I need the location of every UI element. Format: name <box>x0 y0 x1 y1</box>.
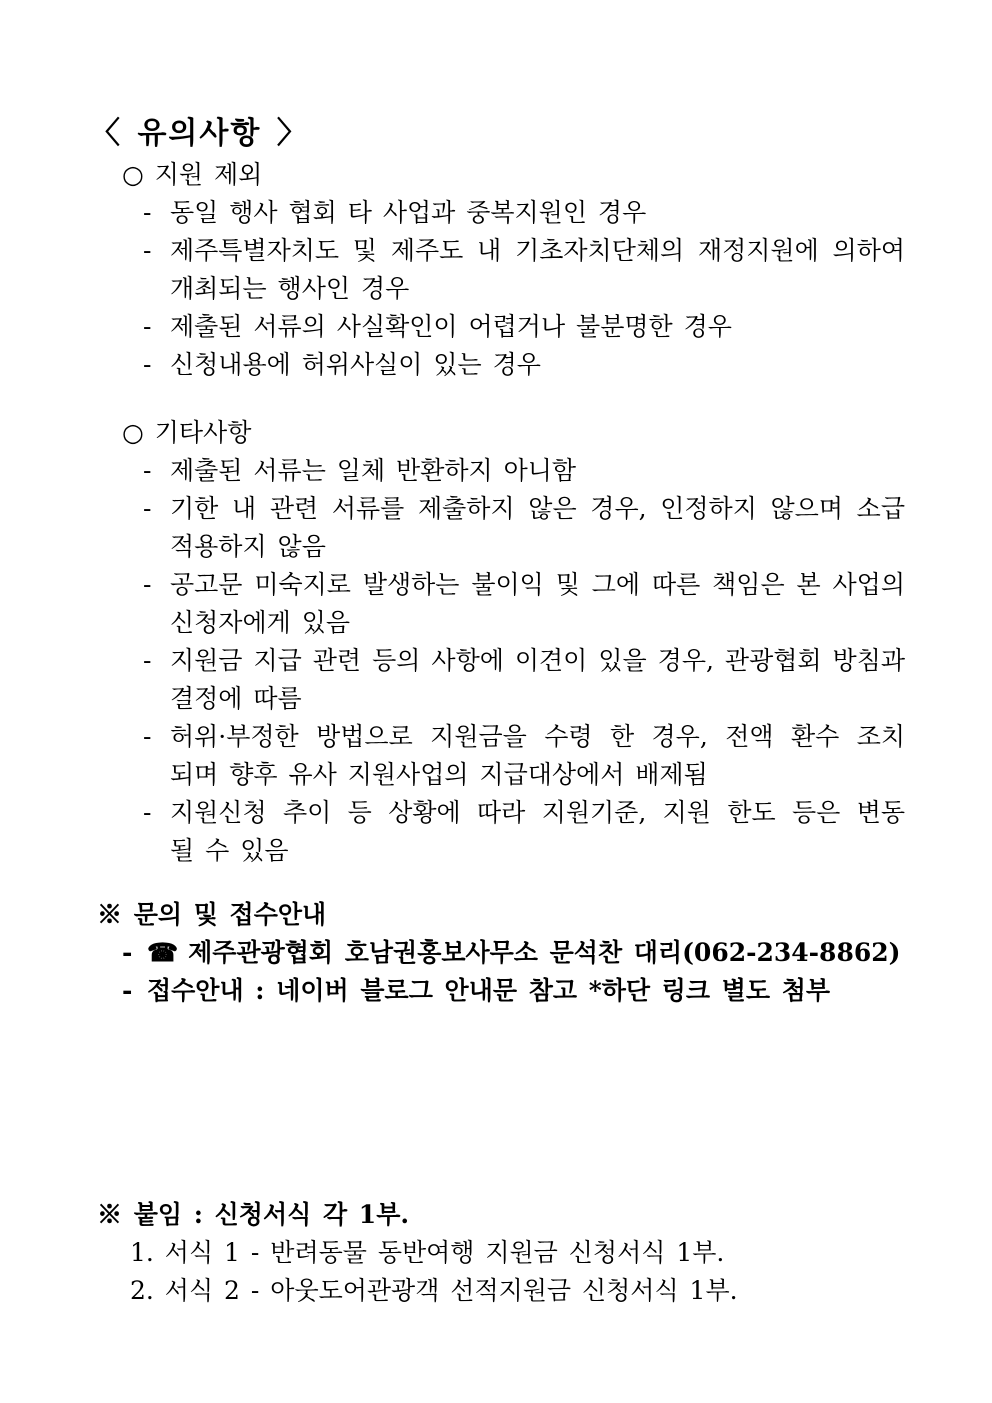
section-contact-info <box>90 896 905 1010</box>
bullet-text: 제주특별자치도 및 제주도 내 기초자치단체의 재정지원에 의하여 <box>170 236 905 265</box>
bullet-text: 허위·부정한 방법으로 지원금을 수령 한 경우, 전액 환수 조치 <box>170 722 905 751</box>
bullet-text-continued: 적용하지 않음 <box>170 532 326 561</box>
dash-bullet: - <box>143 798 152 827</box>
bullet-text: 제출된 서류는 일체 반환하지 아니함 <box>170 456 577 485</box>
bullet-item <box>90 566 905 642</box>
dash-bullet: - <box>143 570 152 599</box>
attachment-item-2: 2. 서식 2 - 아웃도어관광객 선적지원금 신청서식 1부. <box>130 1276 738 1305</box>
bullet-text: 기한 내 관련 서류를 제출하지 않은 경우, 인정하지 않으며 소급 <box>170 494 905 523</box>
dash-bullet: - <box>143 646 152 675</box>
section-support-exclusion <box>90 156 905 384</box>
dash-bullet: - <box>143 722 152 751</box>
contact-office-line <box>90 934 905 972</box>
bullet-text: 공고문 미숙지로 발생하는 불이익 및 그에 따른 책임은 본 사업의 <box>170 570 905 599</box>
dash-bullet: - <box>143 312 152 341</box>
bullet-item <box>90 232 905 308</box>
bullet-text: 동일 행사 협회 타 사업과 중복지원인 경우 <box>170 198 647 227</box>
phone-icon: ☎ <box>147 938 179 967</box>
bullet-text: 지원신청 추이 등 상황에 따라 지원기준, 지원 한도 등은 변동 <box>170 798 905 827</box>
section-attachments <box>90 1196 905 1310</box>
section-heading-other-matters: ○ 기타사항 <box>122 418 252 447</box>
contact-office-text: 제주관광협회 호남권홍보사무소 문석찬 대리(062-234-8862) <box>188 938 901 967</box>
bullet-text-continued: 될 수 있음 <box>170 836 289 865</box>
bullet-text-continued: 신청자에게 있음 <box>170 608 350 637</box>
bullet-text-continued: 개최되는 행사인 경우 <box>170 274 410 303</box>
bullet-item <box>90 346 905 384</box>
attachment-item-1: 1. 서식 1 - 반려동물 동반여행 지원금 신청서식 1부. <box>130 1238 725 1267</box>
dash-bullet: - <box>122 938 133 967</box>
bullet-item <box>90 794 905 870</box>
dash-bullet: - <box>143 494 152 523</box>
bullet-item <box>90 490 905 566</box>
bullet-item <box>90 642 905 718</box>
contact-heading: ※ 문의 및 접수안내 <box>97 900 327 929</box>
bullet-item <box>90 452 905 490</box>
bullet-text-continued: 되며 향후 유사 지원사업의 지급대상에서 배제됨 <box>170 760 708 789</box>
section-heading-support-exclusion: ○ 지원 제외 <box>122 160 263 189</box>
contact-guide-line <box>90 972 905 1010</box>
bullet-text: 신청내용에 허위사실이 있는 경우 <box>170 350 541 379</box>
dash-bullet: - <box>143 456 152 485</box>
page-title: 〈 유의사항 〉 <box>90 116 309 151</box>
bullet-item <box>90 308 905 346</box>
contact-guide-text: 접수안내 : 네이버 블로그 안내문 참고 *하단 링크 별도 첨부 <box>147 976 831 1005</box>
bullet-text: 제출된 서류의 사실확인이 어렵거나 불분명한 경우 <box>170 312 732 341</box>
attachments-heading: ※ 붙임 : 신청서식 각 1부. <box>97 1200 410 1229</box>
bullet-text-continued: 결정에 따름 <box>170 684 302 713</box>
dash-bullet: - <box>143 236 152 265</box>
bullet-item <box>90 194 905 232</box>
bullet-item <box>90 718 905 794</box>
bullet-text: 지원금 지급 관련 등의 사항에 이견이 있을 경우, 관광협회 방침과 <box>170 646 905 675</box>
section-other-matters <box>90 414 905 870</box>
dash-bullet: - <box>143 350 152 379</box>
dash-bullet: - <box>143 198 152 227</box>
dash-bullet: - <box>122 976 133 1005</box>
